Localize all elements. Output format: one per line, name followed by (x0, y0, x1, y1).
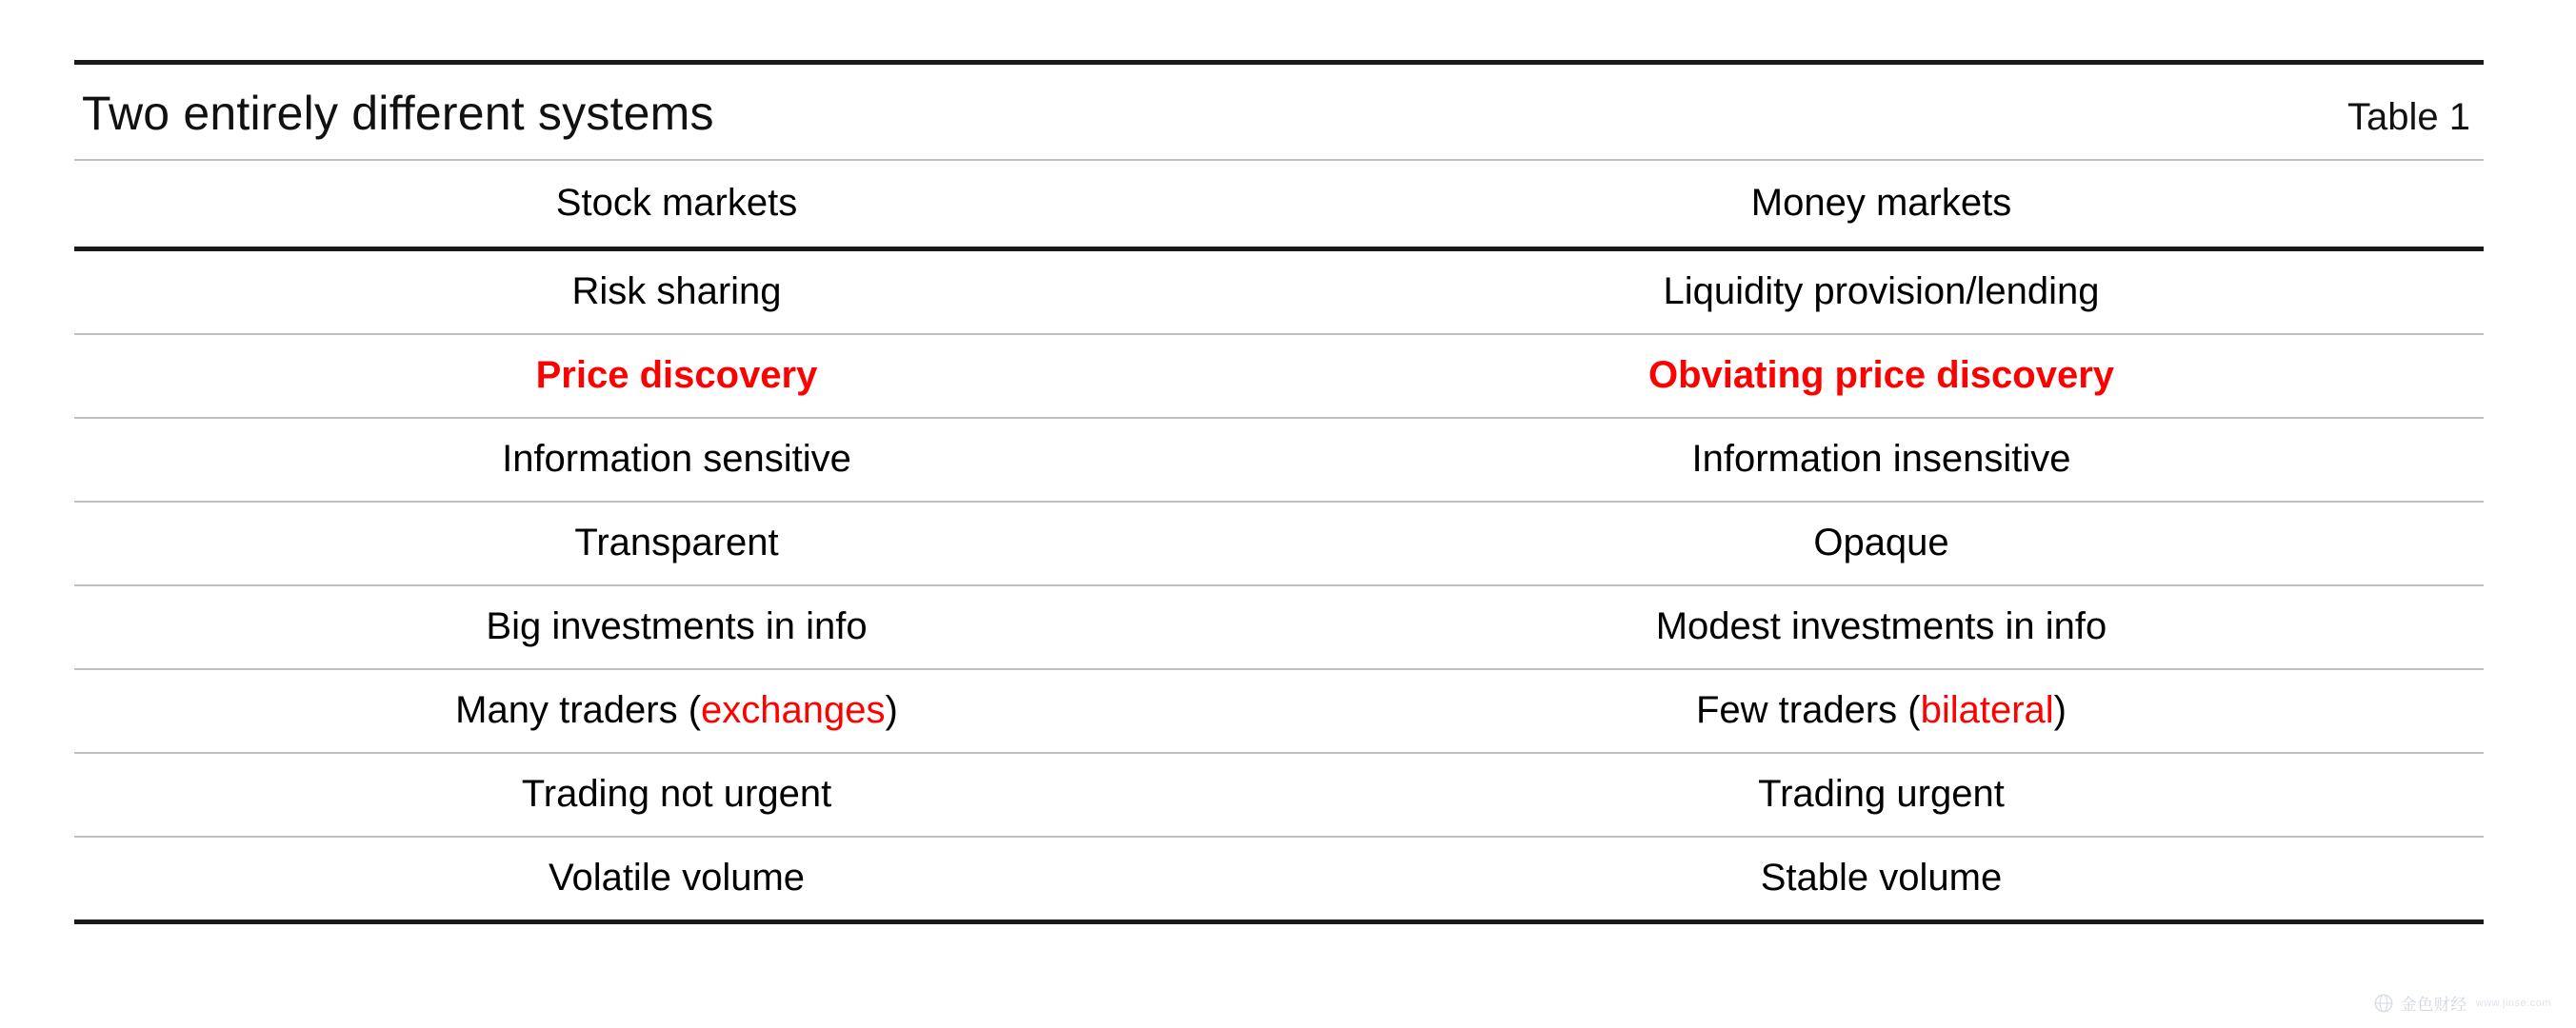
row-cell-left: Big investments in info (486, 605, 868, 647)
table-header-row (74, 161, 2484, 247)
row-cell-left: Information sensitive (502, 438, 851, 480)
row-cell-right: Obviating price discovery (1647, 354, 2115, 396)
row-cell-right: Liquidity provision/lending (1663, 270, 2100, 312)
row-cell-right: Stable volume (1760, 857, 2003, 899)
globe-icon (2373, 993, 2394, 1014)
table-row (74, 419, 2484, 501)
watermark-subtext: www.jinse.com (2475, 997, 2551, 1009)
row-cell-left-suffix: ) (885, 689, 898, 731)
table-row (74, 251, 2484, 333)
column-header-left: Stock markets (555, 182, 798, 224)
row-cell-right: Information insensitive (1691, 438, 2071, 480)
table-row (74, 838, 2484, 919)
row-cell-right: Modest investments in info (1655, 605, 2107, 647)
row-cell-right-highlight: bilateral (1920, 689, 2054, 731)
row-cell-left (74, 670, 1279, 752)
row-cell-right: Trading urgent (1758, 773, 2005, 815)
row-cell-right-suffix: ) (2053, 689, 2067, 731)
table-number: Table 1 (2347, 96, 2470, 138)
table-row (74, 503, 2484, 584)
row-cell-left: Volatile volume (548, 857, 806, 899)
row-cell-left-highlight: exchanges (701, 689, 886, 731)
row-cell-right: Opaque (1813, 522, 1949, 563)
table-bottom-rule (74, 919, 2484, 924)
row-cell-left: Trading not urgent (521, 773, 832, 815)
row-cell-left: Price discovery (535, 354, 818, 396)
watermark (2373, 991, 2551, 1015)
table-row (74, 335, 2484, 417)
table-row (74, 670, 2484, 752)
row-cell-right-prefix: Few traders ( (1695, 689, 1921, 731)
table-caption (74, 65, 2484, 159)
table-row (74, 754, 2484, 836)
row-cell-left: Risk sharing (571, 270, 782, 312)
watermark-text: 金色财经 (2400, 996, 2467, 1014)
row-cell-right (1279, 670, 2484, 752)
comparison-table (74, 60, 2484, 924)
table-title: Two entirely different systems (82, 87, 714, 140)
row-cell-left-prefix: Many traders ( (455, 689, 702, 731)
row-cell-left: Transparent (574, 522, 779, 563)
table-row (74, 586, 2484, 668)
column-header-right: Money markets (1750, 182, 2012, 224)
